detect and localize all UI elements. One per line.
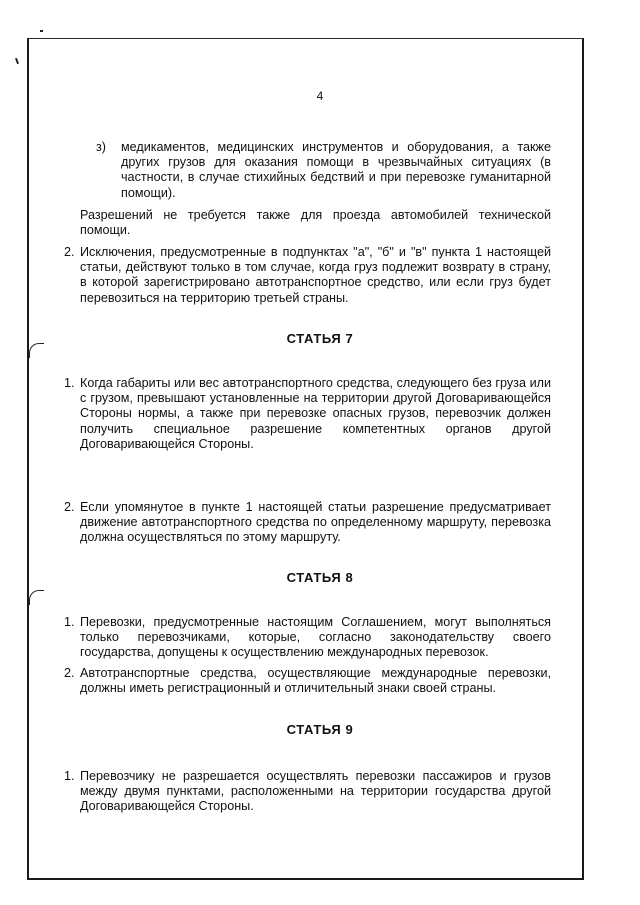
paragraph: Перевозки, предусмотренные настоящим Соглашением, могут выполняться только перевозчиками, которые, согласно законодательству своего государства, допущены к осуществлению международных перевозок. xyxy=(80,615,551,660)
list-marker: 1. xyxy=(64,769,75,783)
paragraph: Перевозчику не разрешается осуществлять перевозки пассажиров и грузов между двумя пунктами, расположенными на территории государства другой Договаривающейся Стороны. xyxy=(80,769,551,814)
scan-speck xyxy=(15,58,19,64)
scan-speck xyxy=(40,30,43,32)
article-heading: СТАТЬЯ 8 xyxy=(286,570,354,585)
list-marker: 1. xyxy=(64,615,75,629)
paragraph: Когда габариты или вес автотранспортного средства, следующего без груза или с грузом, превышают установленные на территории другой Договаривающейся Стороны нормы, а также при перевозке опасных грузов, перевозчик должен получить специальное разрешение компетентных органов другой Договаривающейся Стороны. xyxy=(80,376,551,451)
binding-hole-mark xyxy=(29,590,44,605)
article-heading: СТАТЬЯ 9 xyxy=(286,722,354,737)
list-marker: 1. xyxy=(64,376,75,390)
paragraph: Разрешений не требуется также для проезда автомобилей технической помощи. xyxy=(80,208,551,238)
paragraph: Автотранспортные средства, осуществляющие международные перевозки, должны иметь регистрационный и отличительный знаки своей страны. xyxy=(80,666,551,696)
paragraph: Исключения, предусмотренные в подпунктах "а", "б" и "в" пункта 1 настоящей статьи, действуют только в том случае, когда груз подлежит возврату в страну, в которой зарегистрировано автотранспортное средство, или если груз будет перевозиться на территорию третьей страны. xyxy=(80,245,551,305)
list-marker: 2. xyxy=(64,245,75,259)
list-marker: 2. xyxy=(64,500,75,514)
paragraph: медикаментов, медицинских инструментов и оборудования, а также других грузов для оказания помощи в чрезвычайных ситуациях (в частности, в случае стихийных бедствий и при перевозке гуманитарной помощи). xyxy=(121,140,551,200)
paragraph: Если упомянутое в пункте 1 настоящей статьи разрешение предусматривает движение автотранспортного средства по определенному маршруту, перевозка должна осуществляться по этому маршруту. xyxy=(80,500,551,545)
article-heading: СТАТЬЯ 7 xyxy=(286,331,354,346)
page-number: 4 xyxy=(316,89,324,103)
list-marker: з) xyxy=(96,140,106,154)
list-marker: 2. xyxy=(64,666,75,680)
